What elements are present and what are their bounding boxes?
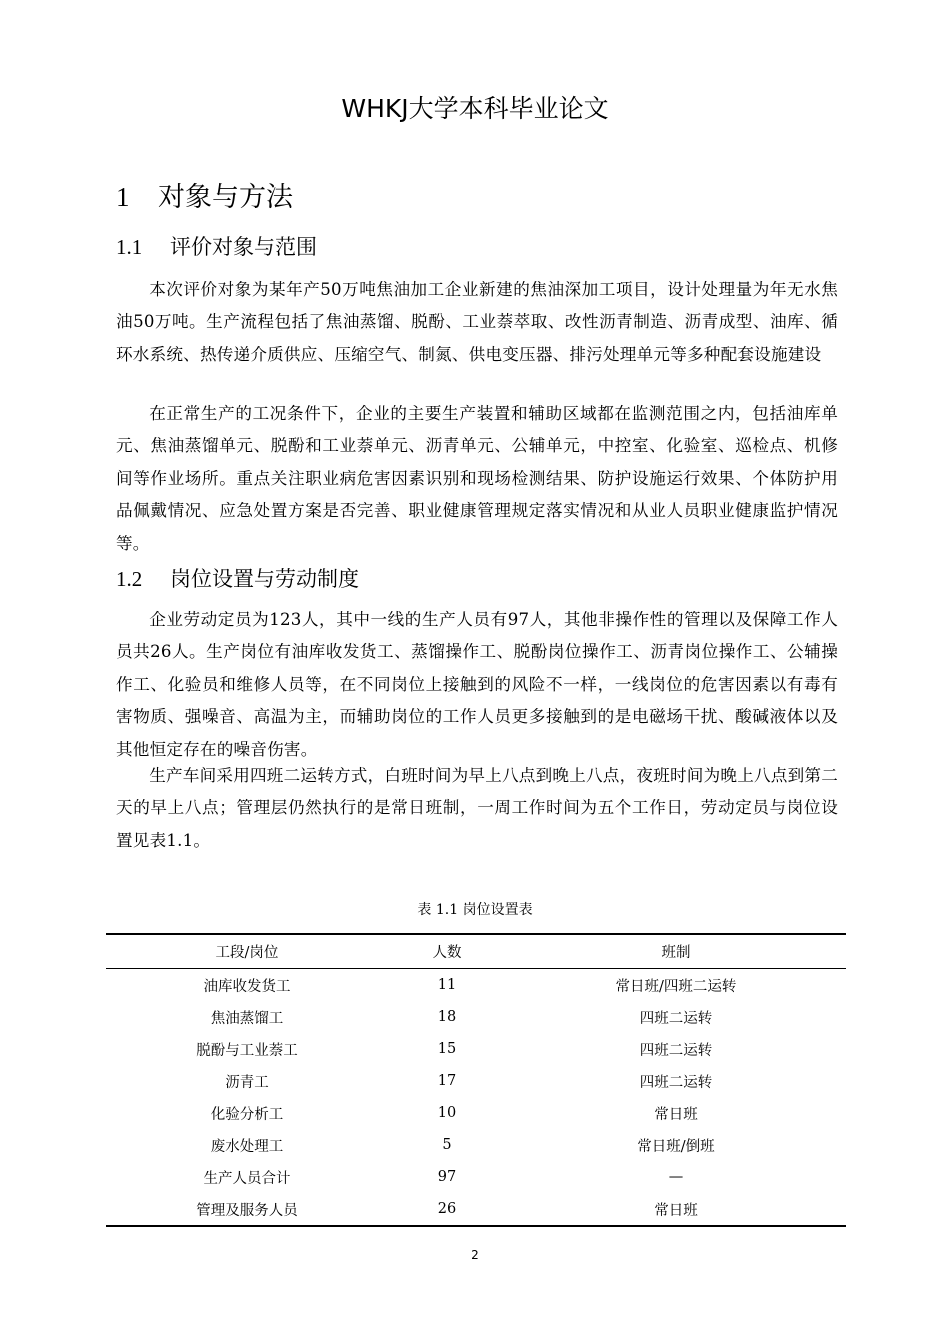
table-caption: 表 1.1 岗位设置表 [417, 902, 533, 918]
table-cell: 管理及服务人员 [196, 1202, 298, 1219]
table-cell: 5 [442, 1137, 452, 1153]
column-header-shift: 班制 [661, 945, 691, 961]
staffing-table [106, 933, 846, 1227]
table-cell: 常日班 [654, 1106, 698, 1123]
table-cell: 17 [437, 1073, 457, 1089]
table-cell: 常日班 [654, 1202, 698, 1219]
table-cell: 沥青工 [225, 1074, 269, 1091]
section-heading-1-2 [116, 564, 359, 594]
table-row [106, 1033, 846, 1065]
running-header: WHKJ大学本科毕业论文 [341, 94, 609, 123]
chapter-title: 对象与方法 [158, 182, 293, 213]
column-header-post: 工段/岗位 [215, 945, 279, 961]
table-cell: 97 [437, 1169, 457, 1185]
column-header-headcount: 人数 [432, 945, 462, 961]
table-row [106, 969, 846, 1002]
table-cell: — [668, 1169, 684, 1185]
table-row [106, 1065, 846, 1097]
section-number: 1.1 [116, 235, 143, 259]
table-header-row [106, 934, 846, 969]
section-heading-1-1 [116, 232, 317, 262]
section-title: 岗位设置与劳动制度 [170, 567, 359, 591]
table-cell: 常日班/倒班 [637, 1138, 715, 1155]
paragraph: 本次评价对象为某年产50万吨焦油加工企业新建的焦油深加工项目，设计处理量为年无水焦油50万吨。生产流程包括了焦油蒸馏、脱酚、工业萘萃取、改性沥青制造、沥青成型、油库、循环水系统、热传递介质供应、压缩空气、制氮、供电变压器、排污处理单元等多种配套设施建设 [116, 280, 838, 364]
section-number: 1.2 [116, 567, 143, 591]
table-row [106, 1193, 846, 1226]
table-cell: 四班二运转 [639, 1074, 713, 1091]
table-row [106, 1001, 846, 1033]
page-number: 2 [471, 1248, 479, 1262]
table-cell: 15 [437, 1041, 457, 1057]
table-cell: 四班二运转 [639, 1042, 713, 1059]
table-cell: 10 [437, 1105, 457, 1121]
table-cell: 18 [437, 1009, 457, 1025]
table-cell: 化验分析工 [210, 1106, 284, 1123]
table-cell: 常日班/四班二运转 [615, 978, 737, 995]
chapter-number: 1 [116, 182, 130, 212]
table-cell: 油库收发货工 [203, 978, 291, 995]
section-title: 评价对象与范围 [170, 235, 317, 259]
table-cell: 废水处理工 [210, 1138, 284, 1155]
table-row [106, 1097, 846, 1129]
chapter-heading [116, 178, 293, 217]
paragraph: 企业劳动定员为123人，其中一线的生产人员有97人，其他非操作性的管理以及保障工作人员共26人。生产岗位有油库收发货工、蒸馏操作工、脱酚岗位操作工、沥青岗位操作工、公辅操作工、化验员和维修人员等，在不同岗位上接触到的风险不一样，一线岗位的危害因素以有毒有害物质、强噪音、高温为主，而辅助岗位的工作人员更多接触到的是电磁场干扰、酸碱液体以及其他恒定存在的噪音伤害。 [116, 610, 838, 759]
table-row [106, 1161, 846, 1193]
table-cell: 26 [437, 1201, 457, 1217]
table-cell: 生产人员合计 [203, 1170, 291, 1187]
paragraph: 生产车间采用四班二运转方式，白班时间为早上八点到晚上八点，夜班时间为晚上八点到第二天的早上八点；管理层仍然执行的是常日班制，一周工作时间为五个工作日，劳动定员与岗位设置见表1.1。 [116, 766, 838, 850]
table-cell: 焦油蒸馏工 [210, 1010, 284, 1027]
table-cell: 11 [437, 977, 457, 993]
table-row [106, 1129, 846, 1161]
table-cell: 四班二运转 [639, 1010, 713, 1027]
table-cell: 脱酚与工业萘工 [196, 1042, 298, 1059]
paragraph: 在正常生产的工况条件下，企业的主要生产装置和辅助区域都在监测范围之内，包括油库单元、焦油蒸馏单元、脱酚和工业萘单元、沥青单元、公辅单元，中控室、化验室、巡检点、机修间等作业场所。重点关注职业病危害因素识别和现场检测结果、防护设施运行效果、个体防护用品佩戴情况、应急处置方案是否完善、职业健康管理规定落实情况和从业人员职业健康监护情况等。 [116, 404, 838, 553]
